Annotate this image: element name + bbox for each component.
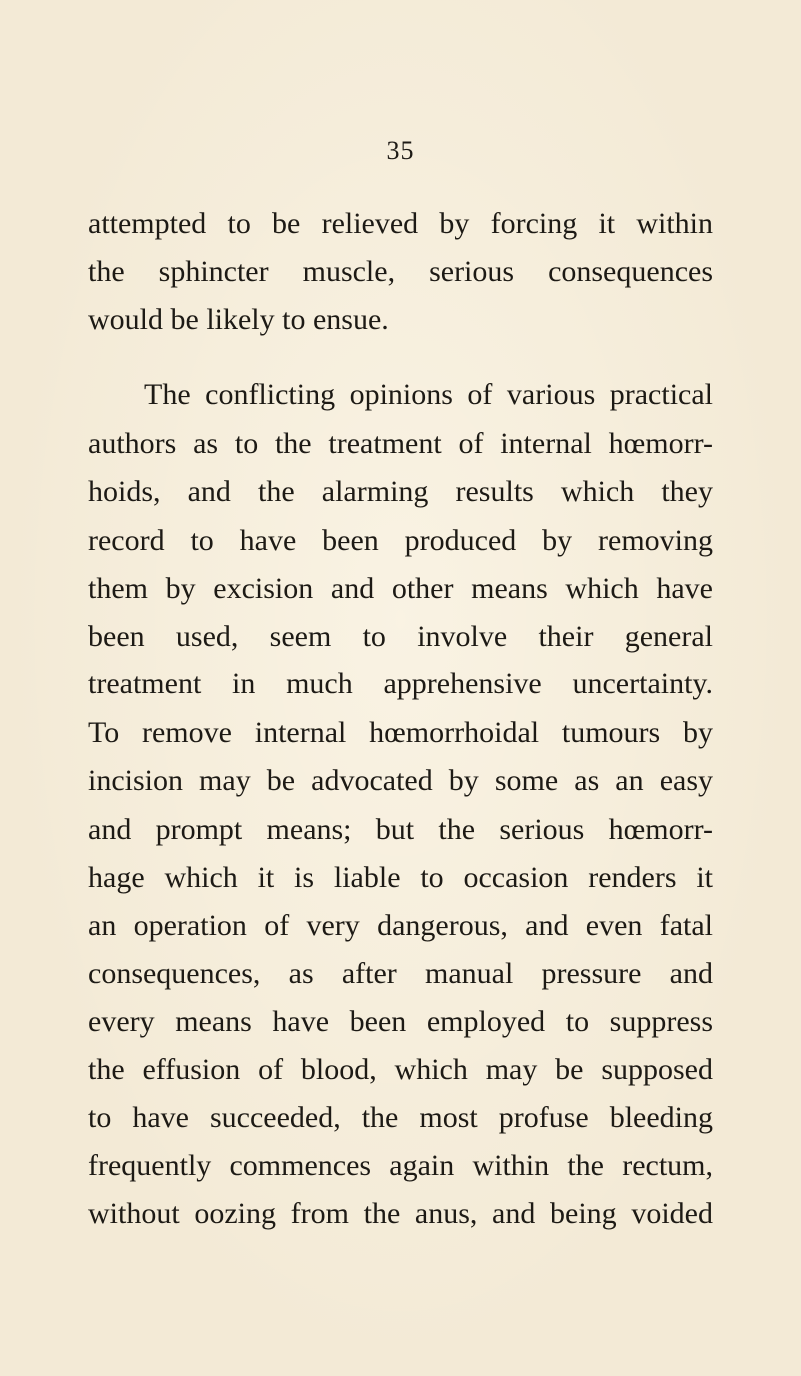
text-line: the sphincter muscle, serious consequences — [88, 255, 713, 288]
text-line: record to have been produced by removing — [88, 524, 713, 557]
text-line: to have succeeded, the most profuse bleeding — [88, 1101, 713, 1134]
text-line: and prompt means; but the serious hœmorr- — [88, 813, 713, 846]
text-line: authors as to the treatment of internal hœmorr- — [88, 427, 713, 460]
text-line: attempted to be relieved by forcing it within — [88, 207, 713, 240]
text-line: hoids, and the alarming results which they — [88, 475, 713, 508]
text-line: without oozing from the anus, and being voided — [88, 1197, 713, 1230]
text-line: consequences, as after manual pressure and — [88, 957, 713, 990]
text-line: would be likely to ensue. — [88, 303, 389, 336]
text-line: an operation of very dangerous, and even fatal — [88, 909, 713, 942]
text-line: every means have been employed to suppress — [88, 1005, 713, 1038]
text-line: To remove internal hœmorrhoidal tumours by — [88, 716, 713, 749]
text-line: them by excision and other means which have — [88, 572, 713, 605]
text-line: The conflicting opinions of various practical — [144, 378, 713, 411]
text-line: been used, seem to involve their general — [88, 620, 713, 653]
text-line: incision may be advocated by some as an easy — [88, 764, 713, 797]
text-line: hage which it is liable to occasion renders it — [88, 861, 713, 894]
text-line: frequently commences again within the rectum, — [88, 1149, 713, 1182]
text-line: the effusion of blood, which may be supposed — [88, 1053, 713, 1086]
text-line: treatment in much apprehensive uncertainty. — [88, 667, 713, 700]
page-number: 35 — [386, 136, 415, 165]
